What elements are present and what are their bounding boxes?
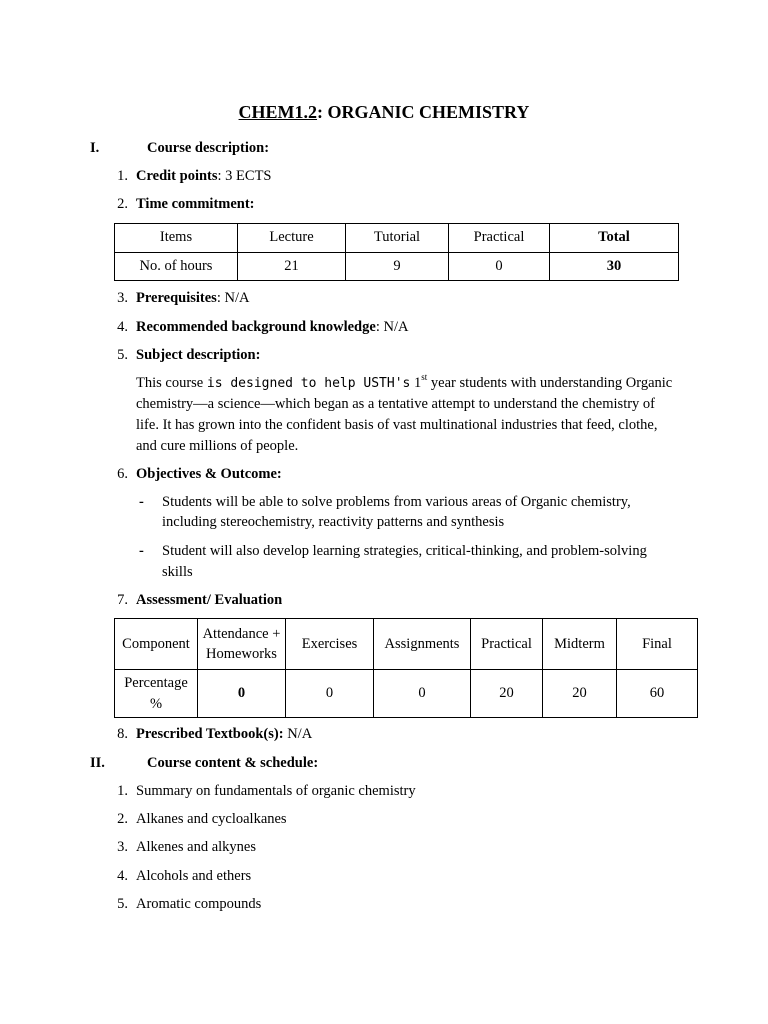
table-row [115, 619, 698, 670]
table-header-cell: Component [115, 619, 198, 670]
document-page: CHEM1.2: ORGANIC CHEMISTRY I. Course description: 1. Credit points: 3 ECTS 2. Time commitment: Items Lecture Tutorial Practical Total No. of hours 21 9 0 30 3. Prerequisites: N/A 4. Recommended background knowledge: N/A 5. Subject description: This course is designed to help USTH's 1st year students with understanding Organic chemistry—a science—which began as a tentative attempt to understand the chemistry of life. It has grown into the confident basis of vast multinational industries that feed, clothe, and cure millions of people. 6. Objectives & Outcome: - Students will be able to solve problems from various areas of Organic chemistry, including stereochemistry, reactivity patterns and synthesis - Student will also develop learning strategies, critical-thinking, and problem-solving skills 7. Assessment/ Evaluation Component Attendance + Homeworks Exercises Assignments Practical Midterm Final Percentage % 0 0 0 20 20 60 8. Prescribed Textbook(s): N/A II. Course content & schedule: 1. Summary on fundamentals of organic chemistry 2. Alkanes and cycloalkanes 3. Alkenes and alkynes 4. Alcohols and ethers 5. Aromatic compounds [0, 0, 768, 1024]
table-cell: 0 [286, 670, 374, 718]
subject-description-line-4: and cure millions of people. [136, 438, 299, 454]
subject-description-label: Subject description: [136, 347, 261, 363]
table-cell: 0 [198, 670, 286, 718]
credit-points-value: : 3 ECTS [217, 168, 272, 184]
table-cell: Percentage % [115, 670, 198, 718]
item-number: 7. [117, 592, 128, 608]
time-commitment-label: Time commitment: [136, 196, 255, 212]
table-cell: 21 [238, 253, 346, 281]
table-cell: 20 [471, 670, 543, 718]
section-2-number: II. [90, 755, 105, 771]
table-header-cell: Midterm [543, 619, 617, 670]
page-title [0, 99, 768, 125]
table-header-cell: Attendance + Homeworks [198, 619, 286, 670]
item-number: 3. [117, 290, 128, 306]
table-header-cell: Assignments [374, 619, 471, 670]
objective-1-line-2: including stereochemistry, reactivity patterns and synthesis [162, 514, 505, 530]
objectives-label: Objectives & Outcome: [136, 466, 282, 482]
table-header-cell: Exercises [286, 619, 374, 670]
item-number: 2. [117, 196, 128, 212]
objective-1-line-1: Students will be able to solve problems from various areas of Organic chemistry, [162, 494, 631, 510]
table-header-cell: Lecture [238, 224, 346, 253]
background-knowledge-label: Recommended background knowledge [136, 319, 376, 335]
subject-description-line-3: life. It has grown into the confident basis of vast multinational industries that feed, clothe, [136, 417, 658, 433]
item-number: 1. [117, 168, 128, 184]
table-cell: 0 [374, 670, 471, 718]
table-header-cell: Total [550, 224, 679, 253]
objective-2-line-1: Student will also develop learning strategies, critical-thinking, and problem-solving [162, 543, 647, 559]
bullet-dash: - [139, 543, 144, 559]
table-header-cell: Practical [449, 224, 550, 253]
item-number: 4. [117, 319, 128, 335]
assessment-table [114, 618, 698, 718]
subject-description-line-2: chemistry—a science—which began as a tentative attempt to understand the chemistry of [136, 396, 656, 412]
section-2-title: Course content & schedule: [147, 755, 319, 771]
table-cell: 0 [449, 253, 550, 281]
bullet-dash: - [139, 494, 144, 510]
section-1-number: I. [90, 140, 100, 156]
table-header-cell: Final [617, 619, 698, 670]
table-row [115, 253, 679, 281]
time-commitment-table [114, 223, 679, 281]
background-knowledge-value: : N/A [375, 319, 409, 335]
item-number: 6. [117, 466, 128, 482]
table-row [115, 670, 698, 718]
assessment-label: Assessment/ Evaluation [136, 592, 283, 608]
textbook-value: N/A [283, 726, 313, 742]
table-cell: No. of hours [115, 253, 238, 281]
table-header-cell: Tutorial [346, 224, 449, 253]
table-row [115, 224, 679, 253]
course-name: : ORGANIC CHEMISTRY [317, 102, 530, 122]
table-cell: 9 [346, 253, 449, 281]
prerequisites-value: : N/A [216, 290, 250, 306]
table-cell: 20 [543, 670, 617, 718]
subject-description-line-1: This course is designed to help USTH's 1st year students with understanding Organic [136, 372, 673, 391]
section-1-title: Course description: [147, 140, 270, 156]
table-cell: 60 [617, 670, 698, 718]
textbook-label: Prescribed Textbook(s): [136, 726, 284, 742]
table-header-cell: Items [115, 224, 238, 253]
credit-points-label: Credit points [136, 168, 218, 184]
prerequisites-label: Prerequisites [136, 290, 217, 306]
table-header-cell: Practical [471, 619, 543, 670]
item-number: 8. [117, 726, 128, 742]
objective-2-line-2: skills [162, 564, 193, 580]
table-cell: 30 [550, 253, 679, 281]
item-number: 5. [117, 347, 128, 363]
course-code: CHEM1.2 [238, 102, 318, 122]
